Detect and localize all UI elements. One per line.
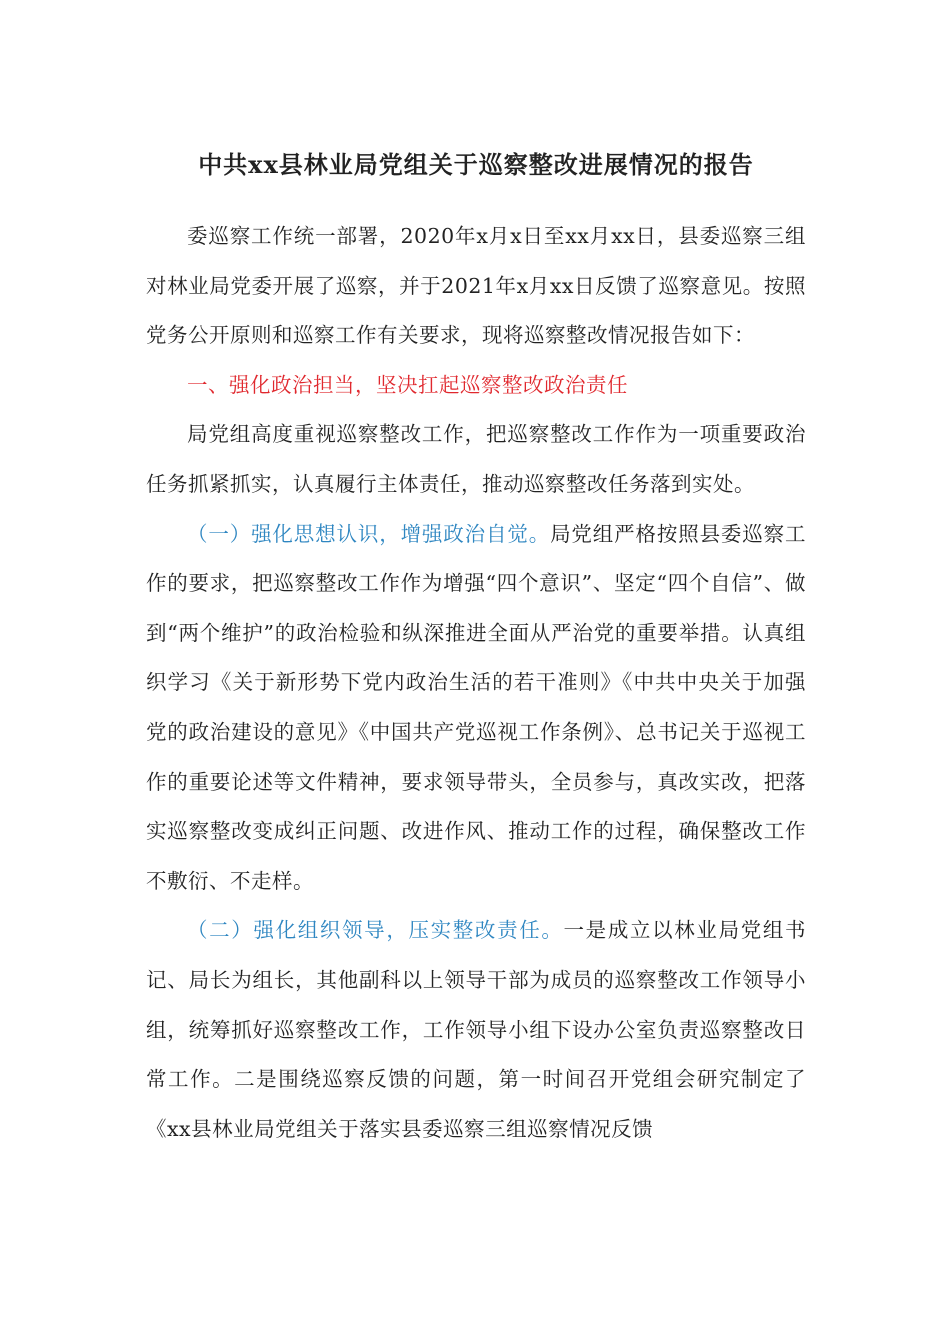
item-2-body: 一是成立以林业局党组书记、局长为组长，其他副科以上领导干部为成员的巡察整改工作领导小组，统筹抓好巡察整改工作，工作领导小组下设办公室负责巡察整改日常工作。二是围绕巡察反馈的问题，第一时间召开党组会研究制定了《xx县林业局党组关于落实县委巡察三组巡察情况反馈	[146, 918, 807, 1141]
section-heading-1: 一、强化政治担当，坚决扛起巡察整改政治责任	[187, 372, 628, 397]
item-2-paragraph	[146, 906, 806, 1154]
document-title: 中共xx县林业局党组关于巡察整改进展情况的报告	[198, 150, 754, 179]
section-1-intro-paragraph: 局党组高度重视巡察整改工作，把巡察整改工作作为一项重要政治任务抓紧抓实，认真履行主体责任，推动巡察整改任务落到实处。	[146, 422, 806, 496]
item-1-paragraph	[146, 510, 806, 907]
item-2-heading: （二）强化组织领导，压实整改责任。	[187, 918, 564, 943]
item-1-heading: （一）强化思想认识，增强政治自觉。	[187, 521, 551, 546]
document-page	[146, 140, 806, 1154]
intro-paragraph: 委巡察工作统一部署，2020年x月x日至xx月xx日，县委巡察三组对林业局党委开展了巡察，并于2021年x月xx日反馈了巡察意见。按照党务公开原则和巡察工作有关要求，现将巡察整改情况报告如下：	[146, 224, 806, 348]
item-1-body: 局党组严格按照县委巡察工作的要求，把巡察整改工作作为增强“四个意识”、坚定“四个自信”、做到“两个维护”的政治检验和纵深推进全面从严治党的重要举措。认真组织学习《关于新形势下党内政治生活的若干准则》《中共中央关于加强党的政治建设的意见》《中国共产党巡视工作条例》、总书记关于巡视工作的重要论述等文件精神，要求领导带头，全员参与，真改实改，把落实巡察整改变成纠正问题、改进作风、推动工作的过程，确保整改工作不敷衍、不走样。	[146, 521, 807, 893]
